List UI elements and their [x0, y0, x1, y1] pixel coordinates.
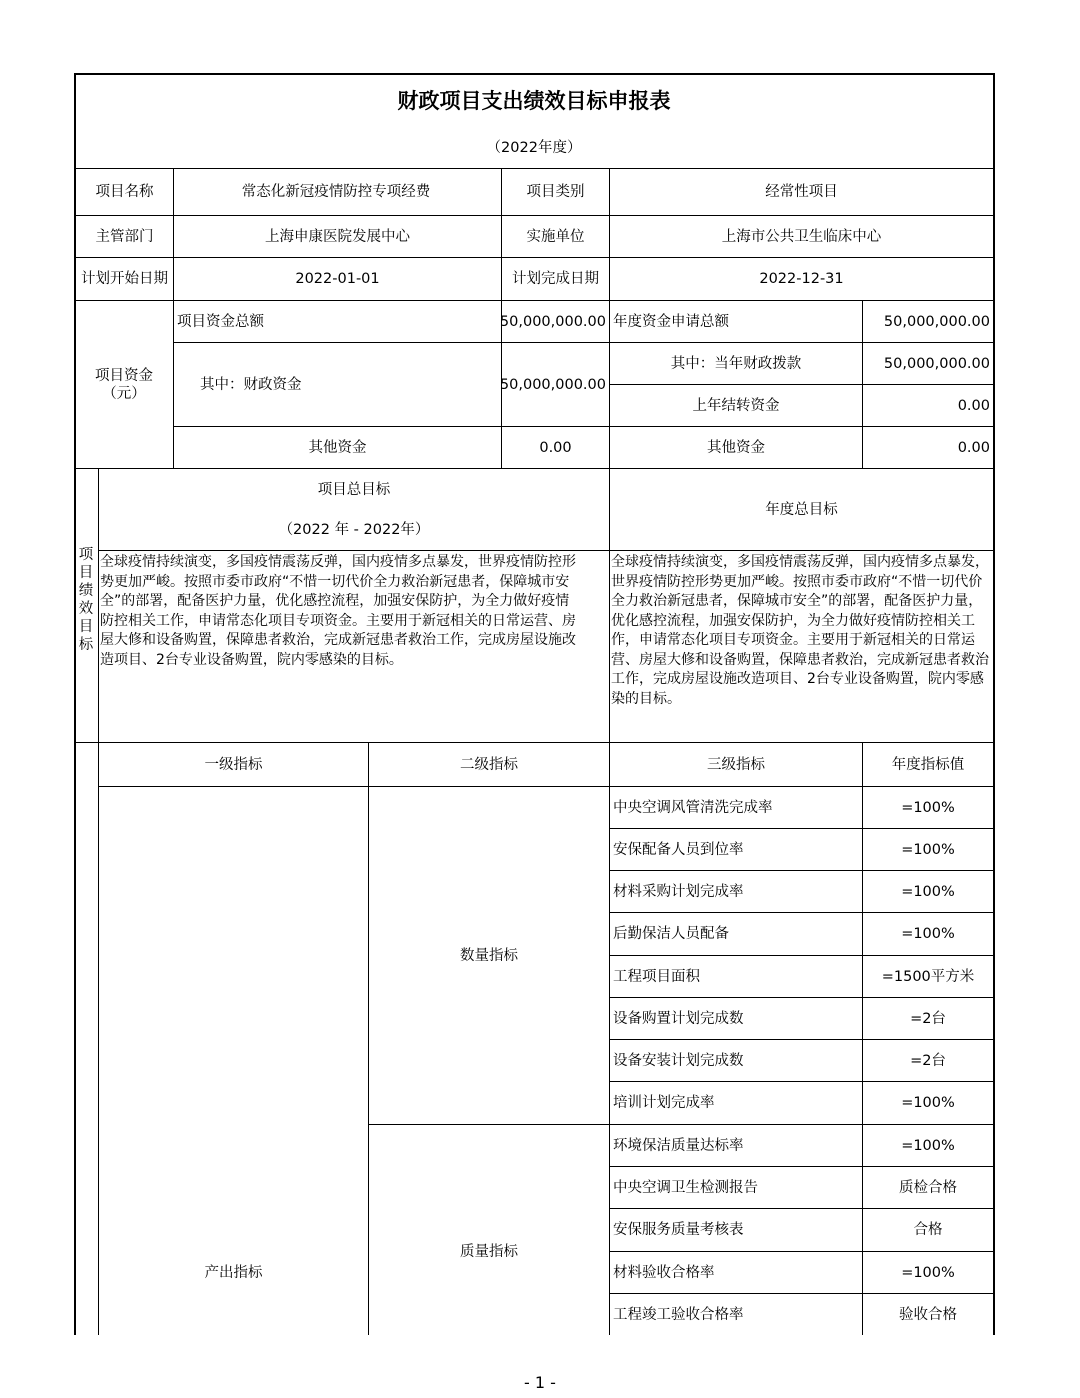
- indicator-value: =2台: [910, 1010, 946, 1027]
- fiscal-funds: 50,000,000.00: [499, 376, 606, 393]
- dept: 上海申康医院发展中心: [265, 228, 410, 245]
- page-number: - 1 -: [524, 1373, 556, 1392]
- total-funds: 50,000,000.00: [499, 313, 606, 330]
- indicator-name: 培训计划完成率: [613, 1095, 715, 1111]
- indicator-name: 设备购置计划完成数: [613, 1010, 744, 1027]
- other-funds-right-label: 其他资金: [707, 439, 765, 456]
- indicator-name: 安保服务质量考核表: [613, 1222, 744, 1238]
- other-funds: 0.00: [539, 439, 572, 456]
- project-type-label: 项目类别: [526, 184, 585, 200]
- end-date-label: 计划完成日期: [512, 271, 599, 287]
- overall-goal-text: 全球疫情持续演变，多国疫情震荡反弹，国内疫情多点暴发，世界疫情防控形势更加严峻。按照市委市政府“不惜一切代价全力救治新冠患者，保障城市安全”的部署，配备医护力量，优化感控流程，加强安保防护，为全力做好疫情防控相关工作，申请常态化项目专项资金。主要用于新冠相关的日常运营、房屋大修和设备购置，保障患者救治，完成新冠患者救治工作，完成房屋设施改造项目、2台专业设备购置，院内零感染的目标。: [100, 554, 576, 668]
- output-indicator-label: 产出指标: [204, 1265, 263, 1281]
- table-top-border: [74, 73, 994, 75]
- indicator-value: =100%: [901, 1264, 955, 1281]
- current-appropriation: 50,000,000.00: [883, 355, 990, 372]
- indicator-name: 环境保洁质量达标率: [613, 1137, 744, 1154]
- quality-indicator-label: 质量指标: [460, 1243, 518, 1260]
- indicator-value: =100%: [901, 799, 955, 816]
- indicator-value: =100%: [901, 1137, 955, 1154]
- overall-goal-range: （2022 年 - 2022年）: [278, 522, 430, 538]
- indicator-value: =2台: [910, 1052, 946, 1069]
- project-name-label: 项目名称: [95, 184, 154, 200]
- impl: 上海市公共卫生临床中心: [721, 228, 882, 245]
- goals-side-label: 项目绩效目标: [78, 547, 94, 653]
- indicator-value: =100%: [901, 883, 955, 900]
- indicator-value: 验收合格: [899, 1306, 957, 1323]
- overall-goal-label: 项目总目标: [317, 482, 391, 498]
- indicator-name: 安保配备人员到位率: [613, 841, 744, 858]
- other-funds-label: 其他资金: [308, 439, 367, 456]
- annual-funds: 50,000,000.00: [883, 313, 990, 330]
- indicator-name: 材料验收合格率: [613, 1264, 715, 1281]
- indicator-name: 中央空调风管清洗完成率: [613, 799, 773, 816]
- end-date: 2022-12-31: [759, 271, 844, 287]
- indicator-name: 工程项目面积: [613, 968, 700, 985]
- indicator-value: =100%: [901, 841, 955, 858]
- page-title: 财政项目支出绩效目标申报表: [397, 89, 671, 113]
- annual-goal-label: 年度总目标: [765, 501, 838, 518]
- dept-label: 主管部门: [95, 228, 154, 245]
- other-funds-right: 0.00: [957, 439, 990, 456]
- annual-goal-text: 全球疫情持续演变，多国疫情震荡反弹，国内疫情多点暴发，世界疫情防控形势更加严峻。按照市委市政府“不惜一切代价全力救治新冠患者，保障城市安全”的部署，配备医护力量，优化感控流程，加强安保防护，为全力做好疫情防控相关工作，申请常态化项目专项资金。主要用于新冠相关的日常运营、房屋大修和设备购置，保障患者救治，完成新冠患者救治工作，完成房屋设施改造项目、2台专业设备购置，院内零感染的目标。: [611, 554, 989, 707]
- start-date: 2022-01-01: [295, 271, 380, 287]
- project-type: 经常性项目: [765, 184, 838, 200]
- start-date-label: 计划开始日期: [81, 271, 168, 287]
- divider: [98, 550, 994, 551]
- carryover-label: 上年结转资金: [692, 397, 780, 414]
- current-appropriation-label: 其中：当年财政拨款: [670, 355, 802, 372]
- col-line: [98, 468, 99, 1335]
- impl-label: 实施单位: [526, 228, 585, 245]
- indicator-value: 合格: [913, 1222, 943, 1238]
- carryover: 0.00: [957, 397, 990, 414]
- indicator-value: =100%: [901, 1095, 955, 1111]
- header-value: 年度指标值: [891, 756, 965, 773]
- header-level3: 三级指标: [707, 756, 765, 773]
- year-label: （2022年度）: [486, 140, 582, 156]
- indicator-name: 后勤保洁人员配备: [613, 926, 729, 942]
- annual-funds-label: 年度资金申请总额: [613, 313, 729, 330]
- funds-label: 项目资金（元）: [95, 367, 153, 402]
- indicator-value: 质检合格: [899, 1179, 957, 1196]
- indicator-value: =1500平方米: [881, 968, 975, 985]
- fiscal-funds-label: 其中：财政资金: [200, 376, 302, 393]
- header-level2: 二级指标: [460, 756, 518, 773]
- indicator-name: 材料采购计划完成率: [613, 883, 744, 900]
- indicator-name: 工程竣工验收合格率: [613, 1306, 744, 1323]
- indicator-name: 设备安装计划完成数: [613, 1052, 744, 1069]
- header-level1: 一级指标: [204, 756, 263, 773]
- table-right-border: [993, 73, 995, 1335]
- quantity-indicator-label: 数量指标: [460, 947, 518, 964]
- indicator-name: 中央空调卫生检测报告: [613, 1179, 758, 1196]
- indicator-value: =100%: [901, 926, 955, 942]
- project-name: 常态化新冠疫情防控专项经费: [241, 184, 431, 200]
- total-funds-label: 项目资金总额: [177, 313, 264, 330]
